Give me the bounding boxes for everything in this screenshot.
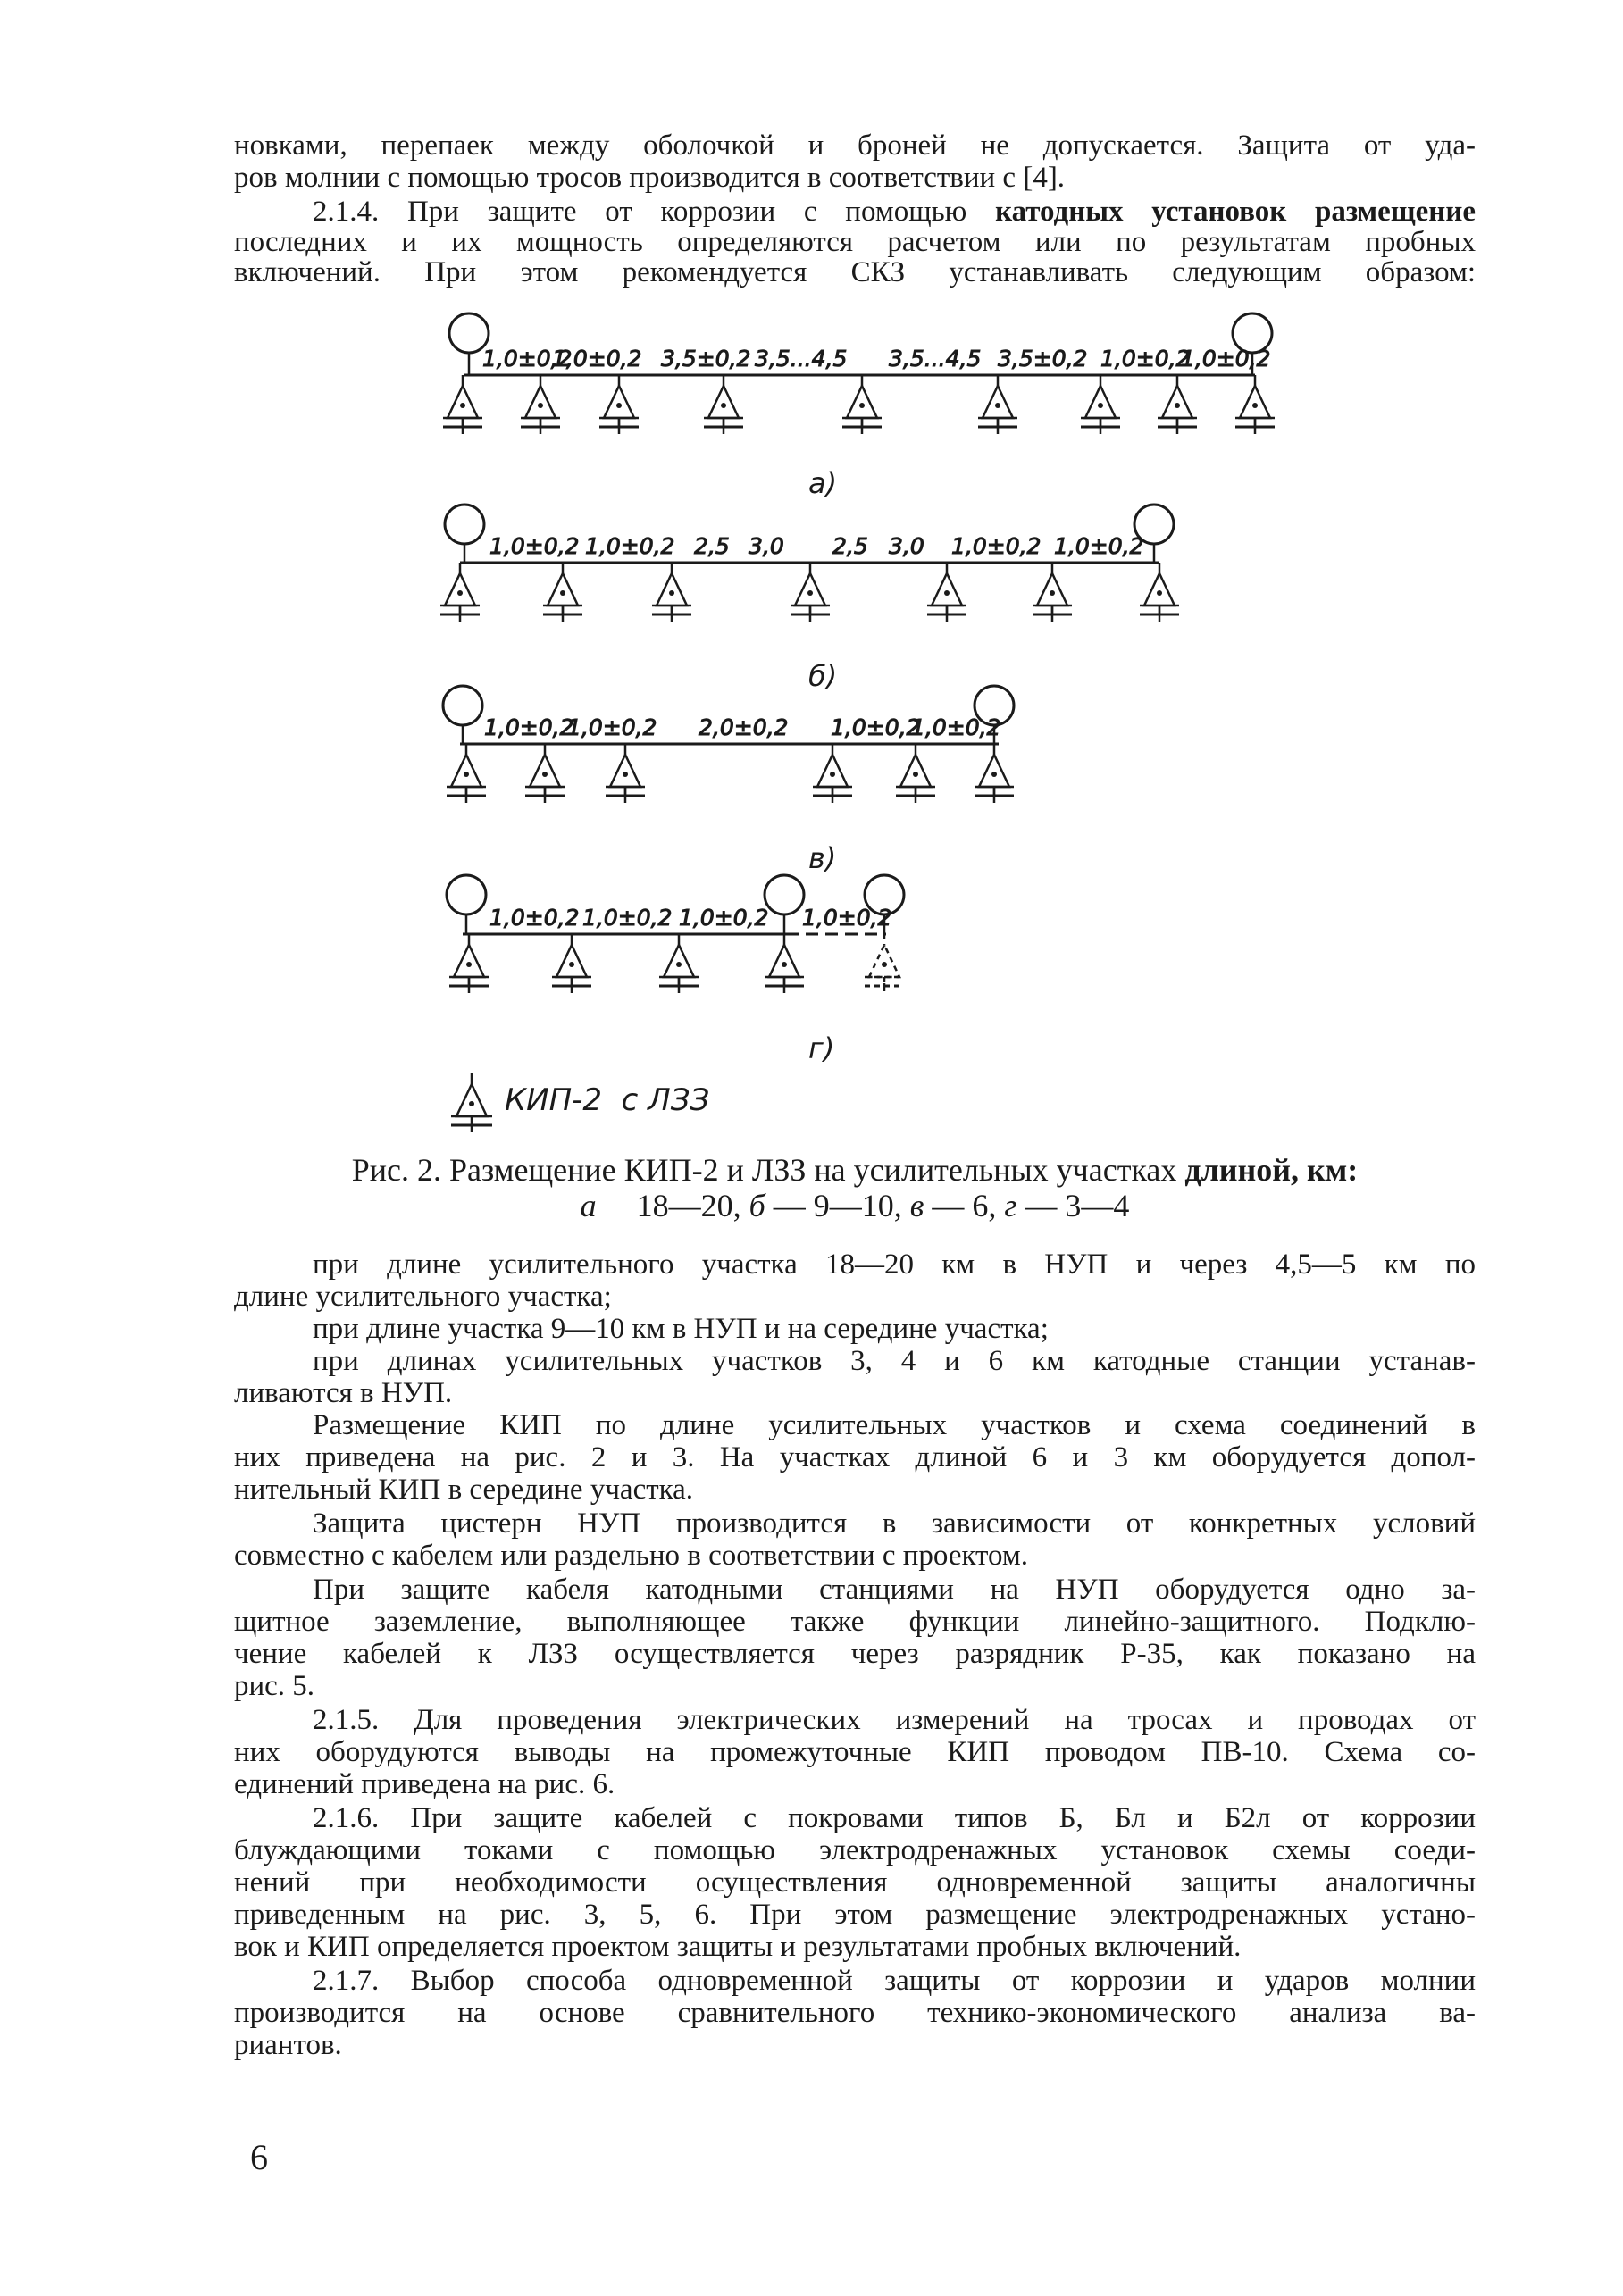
distance-label: 3,0 <box>889 533 924 559</box>
text-line: чение кабелей к ЛЗЗ осуществляется через разрядник Р-35, как показано на <box>234 1638 1476 1670</box>
kip-marker <box>896 744 935 803</box>
kip-marker <box>978 375 1017 434</box>
kip-marker <box>659 934 699 993</box>
kip-marker <box>927 563 966 622</box>
kip-marker <box>543 563 582 622</box>
paragraph-2-1-4-first-line: 2.1.4. При защите от коррозии с помощью катодных установок размещение <box>313 196 1476 228</box>
page-number: 6 <box>250 2137 268 2177</box>
kip-marker <box>842 375 882 434</box>
text-line: длине усилительного участка; <box>234 1281 612 1313</box>
text-line: риантов. <box>234 2029 342 2061</box>
kip-marker <box>975 744 1014 803</box>
distance-label: 3,5...4,5 <box>755 346 848 372</box>
text-line: приведенным на рис. 3, 5, 6. При этом размещение электродренажных устано- <box>234 1899 1476 1931</box>
distance-label: 1,0±0,2 <box>489 533 580 559</box>
kip-marker <box>791 563 830 622</box>
text-line: 2.1.6. При защите кабелей с покровами типов Б, Бл и Б2л от коррозии <box>313 1802 1476 1834</box>
text-line: при длине участка 9—10 км в НУП и на середине участка; <box>313 1313 1049 1345</box>
kip-marker <box>606 744 645 803</box>
text-line: При защите кабеля катодными станциями на НУП оборудуется одно за- <box>313 1574 1476 1606</box>
distance-label: 1,0±0,2 <box>582 905 673 931</box>
text-line: вок и КИП определяется проектом защиты и результатами пробных включений. <box>234 1931 1242 1963</box>
distance-label: 1,0±0,2 <box>802 905 892 931</box>
kip-marker <box>813 744 852 803</box>
kip-marker <box>521 375 560 434</box>
text-line: нений при необходимости осуществления одновременной защиты аналогичны <box>234 1866 1476 1899</box>
distance-label: 1,0±0,2 <box>484 714 574 740</box>
text-line: рис. 5. <box>234 1670 315 1702</box>
distance-label: 1,0±0,2 <box>679 905 769 931</box>
kip-marker <box>1081 375 1120 434</box>
distance-label: 1,0±0,2 <box>911 714 1001 740</box>
kip-marker <box>1140 563 1179 622</box>
distance-label: 3,0 <box>749 533 784 559</box>
figure-caption: Рис. 2. Размещение КИП-2 и ЛЗЗ на усилительных участках длиной, км: <box>351 1152 1359 1188</box>
subfigure-label-g: г) <box>808 1031 835 1065</box>
text-line: единений приведена на рис. 6. <box>234 1768 615 1800</box>
kip-marker <box>1235 375 1275 434</box>
kip-marker <box>440 563 480 622</box>
distance-label: 1,0±0,2 <box>482 346 573 372</box>
kip-marker <box>1033 563 1072 622</box>
diagram-v <box>443 686 1014 803</box>
text-line: включений. При этом рекомендуется СКЗ устанавливать следующим образом: <box>234 256 1476 288</box>
distance-label: 1,0±0,2 <box>489 905 580 931</box>
distance-label: 2,5 <box>694 533 730 559</box>
text-line: 2.1.7. Выбор способа одновременной защиты от коррозии и ударов молнии <box>313 1965 1476 1997</box>
distance-label: 1,0±0,2 <box>552 346 642 372</box>
figure-caption-legend: а 18—20, б — 9—10, в — 6, г — 3—4 <box>580 1188 1130 1223</box>
distance-label: 1,0±0,2 <box>585 533 675 559</box>
distance-label: 1,0±0,2 <box>831 714 921 740</box>
cathode-station <box>443 686 482 725</box>
distance-label: 2,5 <box>832 533 868 559</box>
text-line: последних и их мощность определяются расчетом или по результатам пробных <box>234 226 1476 258</box>
distance-label: 3,5...4,5 <box>889 346 982 372</box>
kip-marker <box>599 375 639 434</box>
kip-marker <box>443 375 482 434</box>
kip-marker <box>552 934 591 993</box>
legend-text: КИП-2 с ЛЗЗ <box>505 1082 710 1118</box>
text-line: 2.1.5. Для проведения электрических измерений на тросах и проводах от <box>313 1704 1476 1736</box>
subfigure-label-b: б) <box>808 659 838 693</box>
kip-marker <box>449 934 489 993</box>
diagram-b <box>440 505 1179 622</box>
text-line: щитное заземление, выполняющее также функции линейно-защитного. Подклю- <box>234 1606 1476 1638</box>
text-line: при длине усилительного участка 18—20 км в НУП и через 4,5—5 км по <box>313 1248 1476 1281</box>
distance-label: 1,0±0,2 <box>1054 533 1144 559</box>
kip-marker <box>447 744 486 803</box>
text-line: них приведена на рис. 2 и 3. На участках длиной 6 и 3 км оборудуется допол- <box>234 1441 1476 1474</box>
kip-marker <box>1158 375 1197 434</box>
distance-label: 1,0±0,2 <box>1181 346 1271 372</box>
kip-marker <box>765 934 804 993</box>
kip-marker <box>704 375 743 434</box>
text-line: новками, перепаек между оболочкой и броней не допускается. Защита от уда- <box>234 129 1476 162</box>
cathode-station <box>445 505 484 544</box>
text-line: Защита цистерн НУП производится в зависимости от конкретных условий <box>313 1507 1476 1540</box>
text-line: ливаются в НУП. <box>234 1377 453 1409</box>
text-line: при длинах усилительных участков 3, 4 и 6 км катодные станции устанав- <box>313 1345 1476 1377</box>
text-line: блуждающими токами с помощью электродренажных установок схемы соеди- <box>234 1834 1476 1866</box>
text-line: них оборудуются выводы на промежуточные КИП проводом ПВ-10. Схема со- <box>234 1736 1476 1768</box>
distance-label: 1,0±0,2 <box>1100 346 1191 372</box>
distance-label: 2,0±0,2 <box>699 714 789 740</box>
text-line: нительный КИП в середине участка. <box>234 1474 694 1506</box>
distance-label: 1,0±0,2 <box>567 714 657 740</box>
kip-marker <box>652 563 691 622</box>
kip-marker-dashed <box>865 934 904 993</box>
text-line: совместно с кабелем или раздельно в соответствии с проектом. <box>234 1540 1029 1572</box>
text-line: производится на основе сравнительного технико-экономического анализа ва- <box>234 1997 1476 2029</box>
diagram-g <box>447 875 904 993</box>
kip-marker <box>525 744 565 803</box>
legend-kip-icon <box>451 1073 492 1132</box>
subfigure-label-a: а) <box>808 466 838 500</box>
text-line: Размещение КИП по длине усилительных участков и схема соединений в <box>313 1409 1476 1441</box>
diagram-a <box>443 313 1275 434</box>
distance-label: 3,5±0,2 <box>998 346 1088 372</box>
cathode-station <box>447 875 486 914</box>
subfigure-label-v: в) <box>808 841 837 875</box>
distance-label: 1,0±0,2 <box>951 533 1042 559</box>
text-line: ров молнии с помощью тросов производится в соответствии с [4]. <box>234 162 1066 194</box>
cathode-station <box>765 875 804 914</box>
distance-label: 3,5±0,2 <box>661 346 751 372</box>
